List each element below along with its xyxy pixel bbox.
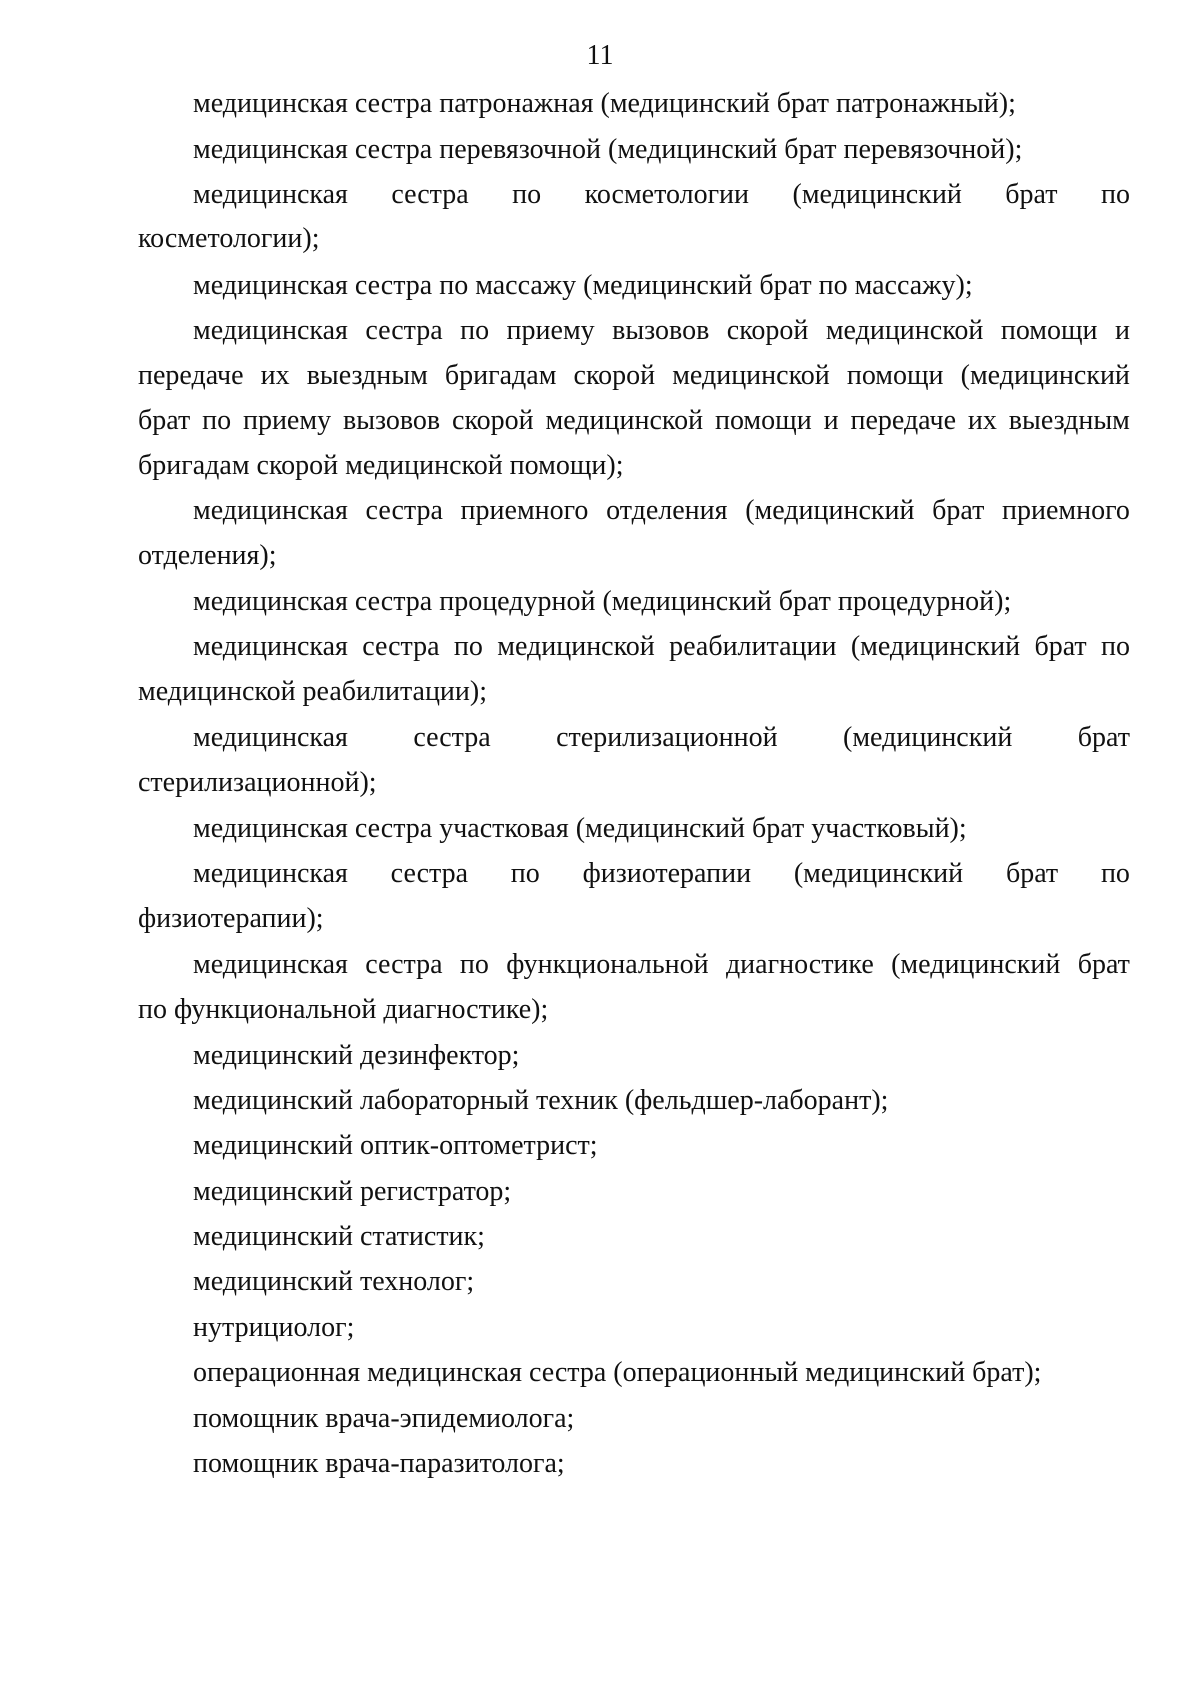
word: функциональной [506, 949, 709, 980]
text-line: помощник врача-эпидемиолога; [193, 1403, 575, 1434]
word: медицинской [825, 315, 984, 346]
word: (медицинский [960, 360, 1130, 391]
word: реабилитации [669, 631, 837, 662]
word: помощи [1000, 315, 1098, 346]
word: брат [1077, 949, 1130, 980]
text-line-justified [193, 854, 1130, 894]
text-line: стерилизационной); [138, 767, 377, 798]
word: сестра [362, 631, 440, 662]
page-number: 11 [586, 40, 614, 71]
word: и [1115, 315, 1130, 346]
word: приему [506, 315, 595, 346]
word: скорой [726, 315, 809, 346]
word: брат [1034, 631, 1087, 662]
text-line: медицинская сестра перевязочной (медицинский брат перевязочной); [193, 134, 1023, 165]
word: медицинская [193, 949, 348, 980]
text-line: отделения); [138, 540, 277, 571]
word: по [453, 631, 483, 662]
text-line-justified [193, 311, 1130, 351]
word: по [1100, 179, 1130, 210]
word: медицинская [193, 179, 348, 210]
text-line: медицинская сестра процедурной (медицинский брат процедурной); [193, 586, 1012, 617]
word: медицинская [193, 722, 348, 753]
word: медицинская [193, 315, 348, 346]
text-line: по функциональной диагностике); [138, 994, 549, 1025]
text-line: косметологии); [138, 223, 320, 254]
word: их [967, 405, 997, 436]
word: сестра [390, 858, 468, 889]
word: скорой [452, 405, 534, 436]
text-line-justified [193, 175, 1130, 215]
text-line: медицинский регистратор; [193, 1176, 512, 1207]
word: медицинская [193, 858, 348, 889]
word: косметологии [584, 179, 750, 210]
word: стерилизационной [556, 722, 778, 753]
word: брат [1005, 179, 1058, 210]
text-line: медицинский дезинфектор; [193, 1040, 520, 1071]
word: скорой [573, 360, 656, 391]
word: вызовов [612, 315, 710, 346]
word: передаче [138, 360, 244, 391]
text-line: физиотерапии); [138, 903, 324, 934]
word: брат [138, 405, 191, 436]
word: (медицинский [793, 858, 964, 889]
text-line: медицинский технолог; [193, 1266, 475, 1297]
word: диагностике [725, 949, 874, 980]
word: сестра [365, 949, 443, 980]
text-line-justified [193, 718, 1130, 758]
text-line-justified [193, 491, 1130, 531]
word: сестра [365, 315, 443, 346]
word: медицинская [193, 495, 348, 526]
text-line: медицинский оптик-оптометрист; [193, 1130, 598, 1161]
word: брат [932, 495, 985, 526]
word: (медицинский [792, 179, 962, 210]
word: по [460, 315, 490, 346]
word: выездным [1008, 405, 1130, 436]
word: физиотерапии [582, 858, 752, 889]
text-line: помощник врача-паразитолога; [193, 1448, 565, 1479]
word: (медицинский [850, 631, 1021, 662]
text-line: бригадам скорой медицинской помощи); [138, 450, 624, 481]
word: помощи [846, 360, 944, 391]
word: по [512, 179, 542, 210]
text-line: медицинская сестра патронажная (медицинский брат патронажный); [193, 88, 1016, 119]
word: по [510, 858, 540, 889]
word: сестра [413, 722, 491, 753]
text-line-justified [193, 627, 1130, 667]
word: приемного [460, 495, 589, 526]
word: медицинской [545, 405, 704, 436]
word: передаче [850, 405, 957, 436]
text-line-justified [193, 945, 1130, 985]
word: помощи [714, 405, 812, 436]
word: приему [242, 405, 332, 436]
word: по [202, 405, 232, 436]
word: по [1100, 858, 1130, 889]
word: по [459, 949, 489, 980]
word: брат [1005, 858, 1059, 889]
word: отделения [606, 495, 728, 526]
word: и [823, 405, 839, 436]
text-line: медицинский статистик; [193, 1221, 485, 1252]
text-line: медицинская сестра участковая (медицинский брат участковый); [193, 813, 967, 844]
text-line: медицинская сестра по массажу (медицинский брат по массажу); [193, 270, 973, 301]
text-line: операционная медицинская сестра (операционный медицинский брат); [193, 1357, 1042, 1388]
word: (медицинский [843, 722, 1013, 753]
word: (медицинский [891, 949, 1061, 980]
word: сестра [391, 179, 469, 210]
word: брат [1077, 722, 1130, 753]
word: сестра [365, 495, 443, 526]
text-line-justified [138, 401, 1130, 441]
text-line: медицинской реабилитации); [138, 676, 488, 707]
word: бригадам [444, 360, 557, 391]
text-line: медицинский лабораторный техник (фельдшер-лаборант); [193, 1085, 889, 1116]
text-line-justified [138, 356, 1130, 396]
word: их [260, 360, 290, 391]
word: по [1100, 631, 1130, 662]
word: приемного [1002, 495, 1130, 526]
word: (медицинский [745, 495, 915, 526]
word: медицинской [497, 631, 655, 662]
word: выездным [306, 360, 428, 391]
word: медицинской [672, 360, 830, 391]
word: медицинская [193, 631, 348, 662]
text-line: нутрициолог; [193, 1312, 355, 1343]
word: вызовов [342, 405, 441, 436]
